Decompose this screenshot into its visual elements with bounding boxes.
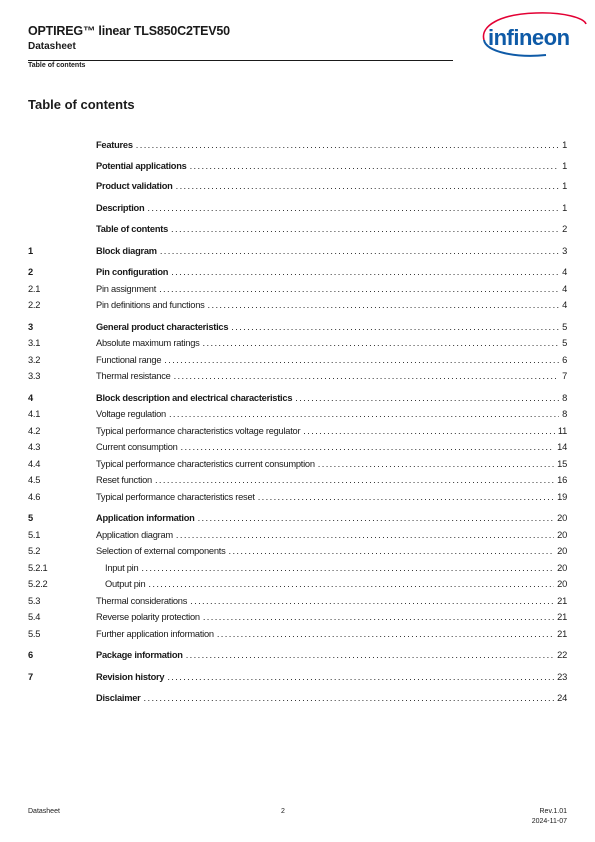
toc-entry-title[interactable]: Block description and electrical characteristics: [96, 393, 293, 403]
toc-entry-page[interactable]: 15: [557, 459, 567, 469]
toc-entry-page[interactable]: 2: [562, 224, 567, 234]
toc-entry-title[interactable]: Application diagram: [96, 530, 173, 540]
toc-entry-number: 1: [28, 246, 33, 256]
toc-entry-number: 4.4: [28, 459, 41, 469]
toc-leader-dots: [159, 284, 559, 294]
toc-entry-page[interactable]: 6: [562, 355, 567, 365]
toc-entry-line: [96, 596, 567, 606]
toc-entry-line: [96, 629, 567, 639]
toc-entry[interactable]: [0, 530, 595, 544]
toc-leader-dots: [231, 322, 559, 332]
toc-entry-line: [96, 393, 567, 403]
toc-entry-line: [96, 442, 567, 452]
toc-entry-number: 4.2: [28, 426, 41, 436]
toc-leader-dots: [258, 492, 554, 502]
toc-entry-title[interactable]: Product validation: [96, 181, 173, 191]
footer-date: 2024-11-07: [531, 818, 567, 825]
toc-entry-title[interactable]: Output pin: [105, 579, 146, 589]
toc-entry[interactable]: [0, 563, 595, 577]
toc-leader-dots: [208, 300, 560, 310]
toc-entry-number: 5.5: [28, 629, 41, 639]
toc-leader-dots: [190, 596, 554, 606]
toc-entry[interactable]: [0, 442, 595, 456]
toc-entry-title[interactable]: Reverse polarity protection: [96, 612, 200, 622]
toc-entry[interactable]: [0, 426, 595, 440]
toc-leader-dots: [176, 530, 554, 540]
toc-entry-line: [96, 338, 567, 348]
toc-entry-title[interactable]: Potential applications: [96, 161, 187, 171]
toc-entry-line: [96, 513, 567, 523]
toc-entry[interactable]: [0, 650, 595, 664]
toc-entry[interactable]: [0, 338, 595, 352]
toc-entry-title[interactable]: Reset function: [96, 475, 152, 485]
document-title: OPTIREG™ linear TLS850C2TEV50: [28, 24, 230, 38]
header-section-label: Table of contents: [28, 62, 86, 69]
toc-entry-number: 5.2.2: [28, 579, 48, 589]
toc-entry-line: [96, 300, 567, 310]
toc-leader-dots: [203, 612, 554, 622]
toc-entry-page[interactable]: 19: [557, 492, 567, 502]
toc-entry[interactable]: [0, 300, 595, 314]
toc-entry-line: [96, 492, 567, 502]
toc-leader-dots: [141, 563, 554, 573]
footer-page-number: 2: [281, 808, 285, 815]
toc-entry-title[interactable]: Thermal considerations: [96, 596, 188, 606]
toc-entry-title[interactable]: Table of contents: [96, 224, 169, 234]
toc-entry-number: 4.5: [28, 475, 41, 485]
toc-leader-dots: [303, 426, 555, 436]
toc-entry-title[interactable]: Typical performance characteristics voltage regulator: [96, 426, 301, 436]
toc-entry[interactable]: [0, 629, 595, 643]
toc-entry-title[interactable]: General product characteristics: [96, 322, 229, 332]
toc-entry-page[interactable]: 21: [557, 612, 567, 622]
toc-entry-number: 7: [28, 672, 33, 682]
toc-entry-number: 3.2: [28, 355, 41, 365]
toc-entry[interactable]: [0, 492, 595, 506]
toc-entry-number: 5.2: [28, 546, 41, 556]
toc-entry-number: 3: [28, 322, 33, 332]
toc-entry-page[interactable]: 11: [557, 426, 567, 436]
toc-entry-page[interactable]: 20: [557, 563, 567, 573]
toc-entry[interactable]: [0, 459, 595, 473]
toc-entry[interactable]: [0, 672, 595, 686]
footer-left: Datasheet: [28, 808, 60, 815]
toc-entry-page[interactable]: 8: [562, 393, 567, 403]
toc-entry-page[interactable]: 1: [562, 161, 567, 171]
toc-entry-line: [96, 530, 567, 540]
toc-entry-line: [96, 546, 567, 556]
toc-leader-dots: [164, 355, 559, 365]
toc-entry[interactable]: [0, 596, 595, 610]
toc-entry-page[interactable]: 4: [562, 267, 567, 277]
toc-entry[interactable]: [0, 371, 595, 385]
toc-entry-line: [96, 224, 567, 234]
toc-leader-dots: [181, 442, 555, 452]
toc-entry-number: 5.2.1: [28, 563, 48, 573]
toc-entry-line: [96, 355, 567, 365]
toc-entry-page[interactable]: 7: [562, 371, 567, 381]
toc-entry-number: 4.1: [28, 409, 41, 419]
toc-entry-page[interactable]: 14: [557, 442, 567, 452]
toc-leader-dots: [190, 161, 559, 171]
toc-entry-line: [96, 267, 567, 277]
toc-leader-dots: [318, 459, 554, 469]
toc-entry-page[interactable]: 20: [557, 546, 567, 556]
toc-leader-dots: [160, 246, 559, 256]
toc-entry-title[interactable]: Further application information: [96, 629, 214, 639]
toc-entry[interactable]: [0, 579, 595, 593]
toc-leader-dots: [228, 546, 554, 556]
toc-entry-title[interactable]: Disclaimer: [96, 693, 141, 703]
toc-entry-line: [96, 284, 567, 294]
toc-entry[interactable]: [0, 475, 595, 489]
toc-entry-title[interactable]: Typical performance characteristics reset: [96, 492, 255, 502]
toc-entry[interactable]: [0, 284, 595, 298]
toc-entry-title[interactable]: Package information: [96, 650, 183, 660]
header-divider: [28, 60, 453, 61]
toc-entry-page[interactable]: 5: [562, 338, 567, 348]
infineon-logo: [476, 10, 588, 60]
toc-entry[interactable]: [0, 693, 595, 707]
toc-entry-title[interactable]: Absolute maximum ratings: [96, 338, 200, 348]
toc-entry-line: [105, 579, 567, 589]
toc-entry-title[interactable]: Revision history: [96, 672, 165, 682]
toc-entry-page[interactable]: 4: [562, 284, 567, 294]
toc-entry-line: [96, 693, 567, 703]
toc-entry[interactable]: [0, 267, 595, 281]
toc-entry-number: 4.3: [28, 442, 41, 452]
toc-entry-line: [96, 246, 567, 256]
toc-leader-dots: [167, 672, 554, 682]
toc-entry-title[interactable]: Voltage regulation: [96, 409, 166, 419]
toc-entry-line: [105, 563, 567, 573]
toc-entry-number: 6: [28, 650, 33, 660]
logo-text: infineon: [488, 25, 570, 50]
toc-entry[interactable]: [0, 393, 595, 407]
toc-entry-page[interactable]: 21: [557, 629, 567, 639]
toc-entry-line: [96, 672, 567, 682]
toc-entry-line: [96, 409, 567, 419]
toc-entry-line: [96, 181, 567, 191]
toc-entry-page[interactable]: 20: [557, 530, 567, 540]
toc-entry-title[interactable]: Block diagram: [96, 246, 157, 256]
toc-entry[interactable]: [0, 409, 595, 423]
toc-entry-line: [96, 459, 567, 469]
toc-entry-number: 2.1: [28, 284, 41, 294]
document-type: Datasheet: [28, 41, 76, 52]
toc-leader-dots: [136, 140, 559, 150]
toc-entry[interactable]: [0, 224, 595, 238]
toc-leader-dots: [148, 579, 554, 589]
toc-entry-page[interactable]: 1: [562, 181, 567, 191]
toc-entry-page[interactable]: 3: [562, 246, 567, 256]
toc-entry-title[interactable]: Typical performance characteristics current consumption: [96, 459, 315, 469]
toc-entry-page[interactable]: 1: [562, 203, 567, 213]
toc-entry[interactable]: [0, 161, 595, 175]
footer-revision: Rev.1.01: [539, 808, 567, 815]
toc-entry-page[interactable]: 20: [557, 513, 567, 523]
toc-entry-title[interactable]: Functional range: [96, 355, 162, 365]
toc-entry-line: [96, 140, 567, 150]
toc-entry[interactable]: [0, 546, 595, 560]
toc-entry-title[interactable]: Selection of external components: [96, 546, 226, 556]
toc-leader-dots: [147, 203, 559, 213]
toc-entry-page[interactable]: 23: [557, 672, 567, 682]
toc-leader-dots: [186, 650, 554, 660]
toc-entry-number: 2: [28, 267, 33, 277]
toc-leader-dots: [144, 693, 555, 703]
toc-entry-page[interactable]: 20: [557, 579, 567, 589]
toc-leader-dots: [198, 513, 555, 523]
toc-entry-line: [96, 322, 567, 332]
toc-entry[interactable]: [0, 322, 595, 336]
toc-entry-number: 5.3: [28, 596, 41, 606]
toc-entry-line: [96, 650, 567, 660]
toc-entry[interactable]: [0, 355, 595, 369]
toc-leader-dots: [171, 224, 559, 234]
toc-entry-page[interactable]: 8: [562, 409, 567, 419]
toc-entry-number: 5.1: [28, 530, 41, 540]
toc-leader-dots: [174, 371, 560, 381]
toc-entry[interactable]: [0, 612, 595, 626]
toc-entry-title[interactable]: Pin definitions and functions: [96, 300, 205, 310]
toc-entry-line: [96, 371, 567, 381]
toc-entry-title[interactable]: Pin assignment: [96, 284, 157, 294]
toc-entry-line: [96, 475, 567, 485]
toc-entry[interactable]: [0, 246, 595, 260]
toc-heading: Table of contents: [28, 97, 135, 112]
toc-entry-page[interactable]: 1: [562, 140, 567, 150]
toc-leader-dots: [295, 393, 559, 403]
toc-leader-dots: [171, 267, 559, 277]
toc-entry-line: [96, 612, 567, 622]
toc-leader-dots: [217, 629, 554, 639]
toc-entry-number: 4.6: [28, 492, 41, 502]
toc-entry-number: 2.2: [28, 300, 41, 310]
toc-entry-title[interactable]: Input pin: [105, 563, 139, 573]
toc-entry-title[interactable]: Thermal resistance: [96, 371, 171, 381]
toc-entry[interactable]: [0, 140, 595, 154]
toc-entry-title[interactable]: Description: [96, 203, 145, 213]
toc-entry[interactable]: [0, 181, 595, 195]
toc-leader-dots: [176, 181, 559, 191]
toc-entry-page[interactable]: 21: [557, 596, 567, 606]
toc-entry-title[interactable]: Features: [96, 140, 133, 150]
toc-entry-title[interactable]: Pin configuration: [96, 267, 169, 277]
toc-entry-line: [96, 161, 567, 171]
toc-entry-page[interactable]: 5: [562, 322, 567, 332]
toc-entry-title[interactable]: Application information: [96, 513, 195, 523]
toc-entry-line: [96, 203, 567, 213]
toc-entry-number: 3.1: [28, 338, 41, 348]
toc-entry[interactable]: [0, 513, 595, 527]
toc-entry-number: 4: [28, 393, 33, 403]
toc-entry-title[interactable]: Current consumption: [96, 442, 178, 452]
toc-entry-number: 3.3: [28, 371, 41, 381]
toc-leader-dots: [155, 475, 554, 485]
toc-leader-dots: [203, 338, 560, 348]
toc-entry-line: [96, 426, 567, 436]
toc-entry-number: 5: [28, 513, 33, 523]
toc-entry-page[interactable]: 24: [557, 693, 567, 703]
toc-entry-page[interactable]: 16: [557, 475, 567, 485]
toc-entry-number: 5.4: [28, 612, 41, 622]
toc-entry[interactable]: [0, 203, 595, 217]
toc-entry-page[interactable]: 22: [557, 650, 567, 660]
toc-entry-page[interactable]: 4: [562, 300, 567, 310]
toc-leader-dots: [169, 409, 559, 419]
